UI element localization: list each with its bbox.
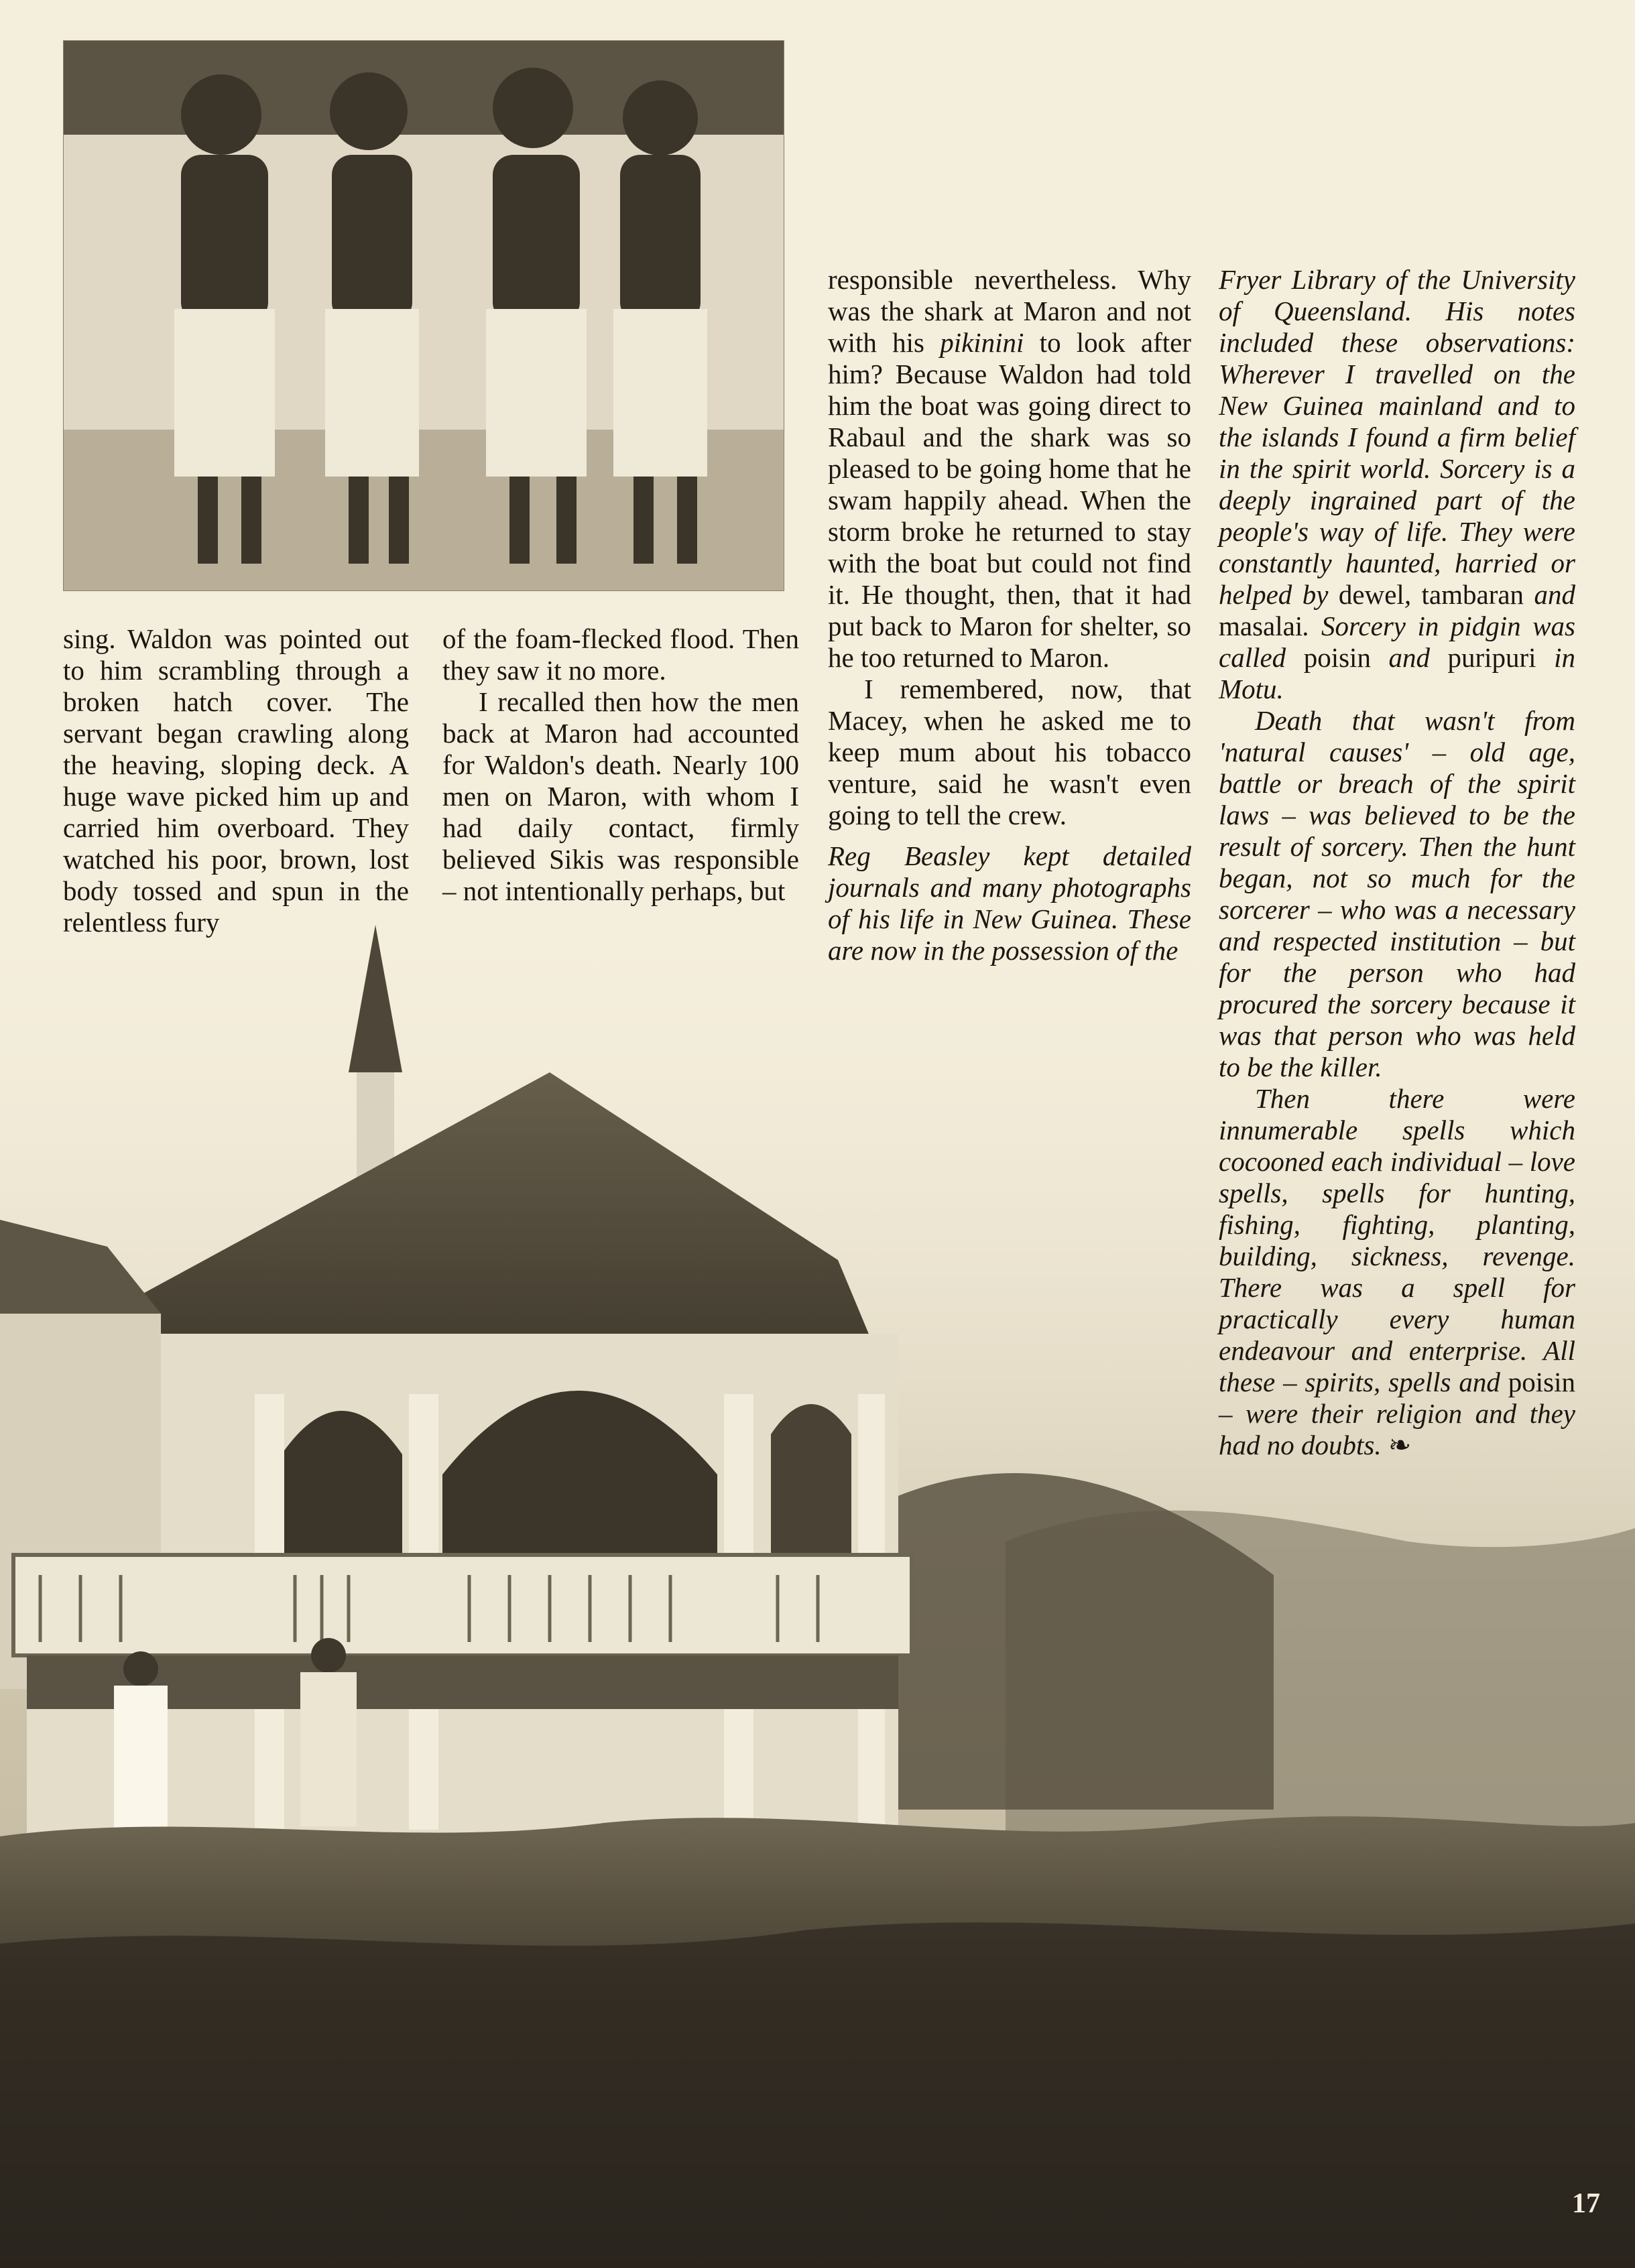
text-run: to look after him? Because Waldon had told him the boat was going direct to Rabaul and the shark was so pleased to be going home that he swam happily ahead. When the storm broke he returned to stay with the boat but could not find it. He thought, then, that it had put back to Maron for shelter, so he too returned to Maron. <box>828 327 1191 673</box>
text-run: tambaran <box>1421 579 1524 610</box>
paragraph: Death that wasn't from 'natural causes' – old age, battle or breach of the spirit laws – was believed to be the result of sorcery. Then the hunt began, not so much for the sorcerer – who was a necessary and respected institution – but for the person who had procured the sorcery because it was that person who was held to be the killer. <box>1219 705 1575 1082</box>
text-column-1 <box>63 623 409 938</box>
text-run: – were their religion and they had no doubts. <box>1219 1398 1575 1460</box>
text-run: dewel <box>1338 579 1404 610</box>
text-run: Then there were innumerable spells which cocooned each individual – love spells, spells for hunting, fishing, fighting, planting, building, sickness, revenge. There was a spell for practically every human endeavour and enterprise. All these – spirits, spells and <box>1219 1083 1575 1397</box>
text-column-4 <box>1219 264 1575 1461</box>
paragraph: of the foam-flecked flood. Then they saw it no more. <box>442 623 799 686</box>
paragraph: I remembered, now, that Macey, when he asked me to keep mum about his tobacco venture, said he wasn't even going to tell the crew. <box>828 674 1191 830</box>
end-mark-icon: ❧ <box>1388 1430 1412 1460</box>
text-run: puripuri <box>1447 642 1536 673</box>
page-number: 17 <box>1572 2188 1600 2219</box>
text-column-3 <box>828 264 1191 966</box>
text-run: , <box>1404 579 1422 610</box>
text-run: responsible nevertheless. Why was the shark at Maron and not with his <box>828 264 1191 358</box>
text-run: and <box>1370 642 1448 673</box>
paragraph: sing. Waldon was pointed out to him scrambling through a broken hatch cover. The servant began crawling along the heaving, sloping deck. A huge wave picked him up and carried him overboard. They watched his poor, brown, lost body tossed and spun in the relentless fury <box>63 623 409 938</box>
text-run: . Sorcery in pidgin was called <box>1219 611 1575 673</box>
text-run: masalai <box>1219 611 1303 641</box>
text-run: poisin <box>1508 1367 1575 1397</box>
paragraph: I recalled then how the men back at Maron had accounted for Waldon's death. Nearly 100 men on Maron, with whom I had daily contact, firmly believed Sikis was responsible – not intentionally perhaps, but <box>442 686 799 906</box>
author-note-continued <box>1219 264 1575 705</box>
text-run: in Motu. <box>1219 642 1575 704</box>
paragraph <box>1219 1083 1575 1461</box>
author-note: Reg Beasley kept detailed journals and many photographs of his life in New Guinea. These are now in the possession of the <box>828 840 1191 966</box>
men-photograph <box>63 40 784 591</box>
text-run: pikinini <box>940 327 1024 358</box>
text-run: Fryer Library of the University of Queensland. His notes included these observations: Wherever I travelled on the New Guinea mainland and to the islands I found a firm belief in the spirit world. Sorcery is a deeply ingrained part of the people's way of life. They were constantly haunted, harried or helped by <box>1219 264 1575 610</box>
text-run: and <box>1524 579 1576 610</box>
text-column-2 <box>442 623 799 907</box>
paragraph <box>828 264 1191 674</box>
text-run: poisin <box>1303 642 1371 673</box>
